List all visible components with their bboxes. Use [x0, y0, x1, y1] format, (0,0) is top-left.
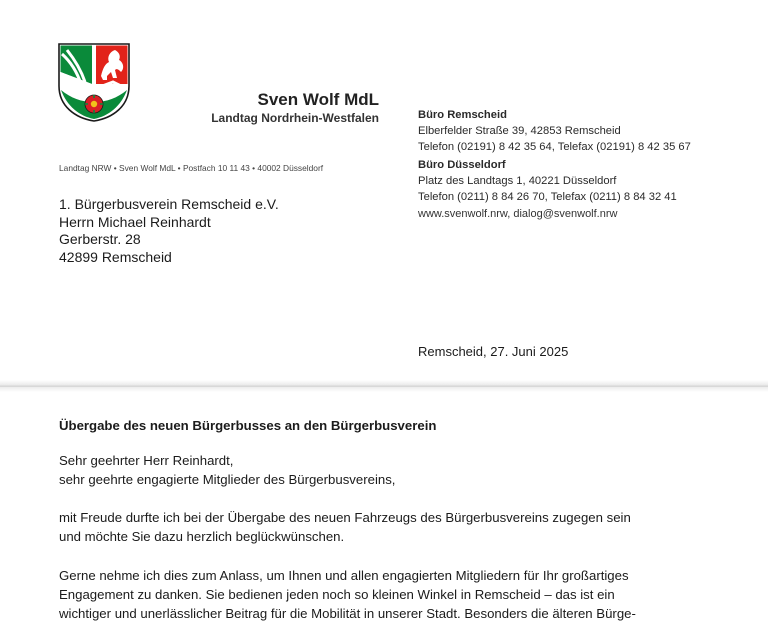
body-line: Gerne nehme ich dies zum Anlass, um Ihnen und allen engagierten Mitgliedern für Ihr großartiges [59, 568, 629, 583]
recipient-line: 42899 Remscheid [59, 248, 172, 265]
office-phone: Telefon (02191) 8 42 35 64, Telefax (02191) 8 42 35 67 [418, 141, 691, 153]
office-phone: Telefon (0211) 8 84 26 70, Telefax (0211) 8 84 32 41 [418, 191, 677, 203]
return-address: Landtag NRW • Sven Wolf MdL • Postfach 10 11 43 • 40002 Düsseldorf [59, 163, 324, 173]
body-line: Engagement zu danken. Sie bedienen jeden noch so kleinen Winkel in Remscheid – das ist ein [59, 587, 615, 602]
office-remscheid [418, 107, 691, 155]
office-address: Platz des Landtags 1, 40221 Düsseldorf [418, 175, 617, 187]
office-title: Büro Remscheid [418, 109, 507, 121]
salutation-line: sehr geehrte engagierte Mitglieder des Bürgerbusvereins, [59, 472, 396, 487]
recipient-address [59, 196, 279, 266]
body-line: wichtiger und unerlässlicher Beitrag für die Mobilität in unserer Stadt. Besonders die älteren Bürge- [59, 606, 636, 621]
recipient-line: 1. Bürgerbusverein Remscheid e.V. [59, 196, 279, 212]
office-address: Elberfelder Straße 39, 42853 Remscheid [418, 125, 621, 137]
office-title: Büro Düsseldorf [418, 159, 506, 171]
recipient-line: Herrn Michael Reinhardt [59, 213, 211, 230]
web-contact: www.svenwolf.nrw, dialog@svenwolf.nrw [418, 208, 618, 220]
letter-subject: Übergabe des neuen Bürgerbusses an den Bürgerbusverein [59, 418, 437, 433]
salutation [59, 451, 395, 489]
body-paragraph-2 [59, 566, 636, 623]
body-line: mit Freude durfte ich bei der Übergabe des neuen Fahrzeugs des Bürgerbusvereins zugegen sein [59, 510, 631, 525]
body-line: und möchte Sie dazu herzlich beglückwünschen. [59, 529, 345, 544]
recipient-line: Gerberstr. 28 [59, 231, 141, 247]
salutation-line: Sehr geehrter Herr Reinhardt, [59, 453, 234, 468]
letter-date: Remscheid, 27. Juni 2025 [418, 344, 569, 359]
office-duesseldorf [418, 157, 677, 205]
nrw-coat-of-arms-logo [57, 42, 131, 122]
sender-affiliation: Landtag Nordrhein-Westfalen [211, 111, 379, 125]
sender-name: Sven Wolf MdL [257, 90, 379, 109]
body-paragraph-1 [59, 508, 631, 546]
paper-fold-divider [0, 380, 768, 392]
nrw-coat-of-arms-icon [57, 42, 131, 122]
